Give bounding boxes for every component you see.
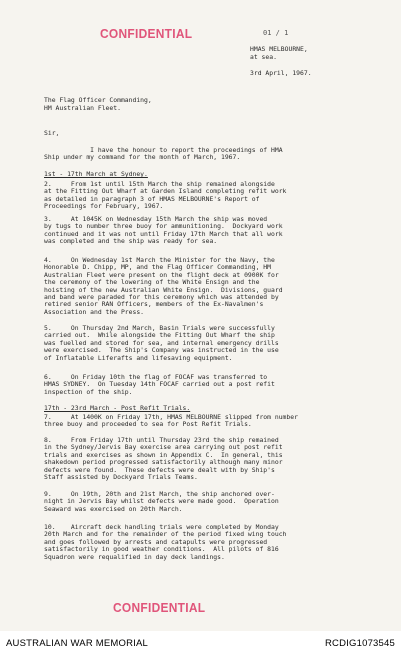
text-line: Squadron were requalified in day deck landings. (44, 552, 225, 561)
section-heading-2: 17th - 23rd March - Post Refit Trials. (44, 404, 191, 412)
archive-footer (0, 631, 401, 654)
text-line: as detailed in paragraph 3 of HMAS MELBOURNE's Report of (44, 194, 260, 203)
paragraph-4 (44, 257, 283, 316)
addressee-line2: HM Australian Fleet. (44, 104, 121, 112)
text-line: of Inflatable Liferafts and lifesaving equipment. (44, 353, 233, 362)
header-ship: HMAS MELBOURNE, (250, 45, 308, 53)
section-heading-1: 1st - 17th March at Sydney. (44, 170, 148, 178)
text-line: 8. From Friday 17th until Thursday 23rd the ship remained (44, 436, 279, 444)
salutation: Sir, (44, 129, 60, 137)
text-line: was completed and the ship was ready for sea. (44, 237, 218, 246)
paragraph-2 (44, 181, 286, 211)
text-line: Staff assisted by Dockyard Trials Teams. (44, 473, 198, 482)
header-date: 3rd April, 1967. (250, 69, 312, 77)
text-line: 2. From 1st until 15th March the ship remained alongside (44, 180, 275, 188)
text-line: and goes followed by arrests and catapults were progressed (44, 537, 268, 546)
paragraph-10 (44, 524, 286, 561)
text-line: hoisting of the new Australian White Ensign. Divisions, guard (44, 285, 283, 294)
text-line: by tugs to number three buoy for ammunitioning. Dockyard work (44, 222, 283, 231)
header-place: at sea. (250, 53, 277, 61)
text-line: 3. At 1045K on Wednesday 15th March the ship was moved (44, 215, 268, 223)
text-line: and band were paraded for this ceremony which was attended by (44, 293, 279, 302)
text-line: I have the honour to report the proceedings of HMA (44, 146, 283, 154)
paragraph-5 (44, 325, 279, 362)
text-line: 7. At 1400K on Friday 17th, HMAS MELBOURNE slipped from number (44, 413, 298, 421)
addressee-line1: The Flag Officer Commanding, (44, 96, 152, 104)
paragraph-9 (44, 491, 279, 513)
text-line: satisfactorily in good weather conditions. All pilots of 816 (44, 545, 279, 554)
text-line: at the Fitting Out Wharf at Garden Island completing refit work (44, 187, 287, 196)
text-line: night in Jervis Bay whilst defects were made good. Operation (44, 497, 279, 506)
text-line: in the Sydney/Jervis Bay exercise area carrying out post refit (44, 443, 283, 452)
text-line: were exercised. The Ship's Company was instructed in the use (44, 346, 279, 355)
text-line: retired senior RAN Officers, members of the Ex-Navalmen's (44, 300, 264, 309)
text-line: three buoy and proceeded to sea for Post Refit Trials. (44, 420, 252, 429)
text-line: the ceremony of the lowering of the White Ensign and the (44, 278, 260, 287)
text-line: carried out. While alongside the Fitting Out Wharf the ship (44, 331, 275, 340)
text-line: 9. On 19th, 20th and 21st March, the ship anchored over- (44, 490, 275, 498)
footer-institution: AUSTRALIAN WAR MEMORIAL (6, 638, 149, 649)
confidential-stamp-top: CONFIDENTIAL (100, 26, 193, 41)
text-line: Seaward was exercised on 20th March. (44, 504, 183, 513)
text-line: shakedown period progressed satisfactorily although many minor (44, 458, 283, 467)
text-line: was fuelled and stored for sea, and internal emergency drills (44, 338, 279, 347)
paragraph-8 (44, 437, 283, 481)
paragraph-3 (44, 216, 283, 246)
text-line: Proceedings for February, 1967. (44, 202, 164, 211)
text-line: 20th March and for the remainder of the period fixed wing touch (44, 530, 287, 539)
intro-paragraph (44, 147, 283, 162)
text-line: trials and exercises as shown in Appendix C. In general, this (44, 450, 283, 459)
text-line: defects were found. These defects were dealt with by Ship's (44, 465, 275, 474)
text-line: 5. On Thursday 2nd March, Basin Trials were successfully (44, 324, 275, 332)
text-line: 4. On Wednesday 1st March the Minister for the Navy, the (44, 256, 275, 264)
text-line: Association and the Press. (44, 307, 145, 316)
text-line: 10. Aircraft deck handling trials were completed by Monday (44, 523, 279, 531)
confidential-stamp-bottom: CONFIDENTIAL (113, 600, 206, 615)
text-line: Ship under my command for the month of March, 1967. (44, 153, 241, 162)
text-line: HMAS SYDNEY. On Tuesday 14th FOCAF carried out a post refit (44, 380, 275, 389)
text-line: continued and it was not until Friday 17th March that all work (44, 229, 283, 238)
paragraph-7 (44, 414, 298, 429)
footer-record-id: RCDIG1073545 (325, 638, 395, 649)
folio-number: 01 / 1 (263, 29, 289, 37)
text-line: inspection of the ship. (44, 387, 133, 396)
text-line: Australian Fleet were present on the flight deck at 0900K for (44, 270, 279, 279)
text-line: 6. On Friday 10th the flag of FOCAF was transferred to (44, 373, 268, 381)
text-line: Honorable D. Chipp, MP, and the Flag Officer Commanding, HM (44, 263, 272, 272)
paragraph-6 (44, 374, 275, 396)
